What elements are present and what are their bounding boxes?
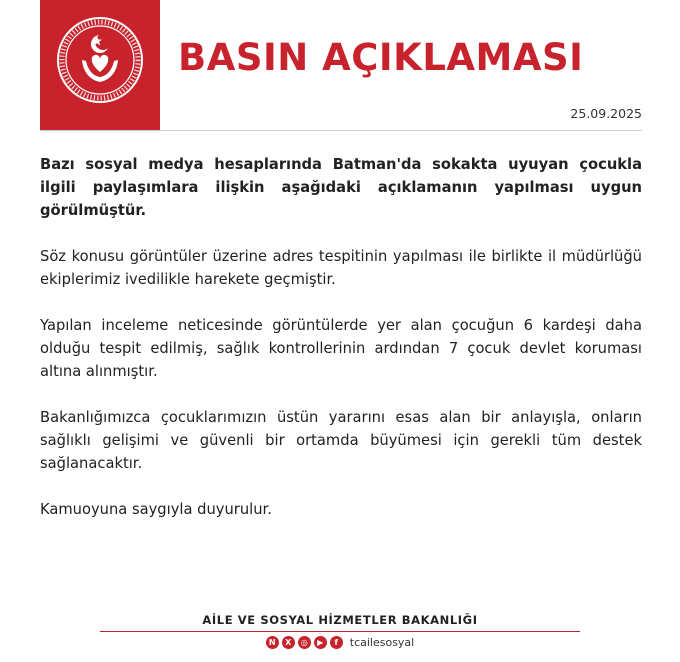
youtube-icon[interactable]: ▶ xyxy=(314,636,327,649)
paragraph: Yapılan inceleme neticesinde görüntülerde yer alan çocuğun 6 kardeşi daha olduğu tespit edilmiş, sağlık kontrollerinin ardından 7 çocuk devlet koruması altına alınmıştır. xyxy=(40,317,642,380)
social-links xyxy=(0,636,680,649)
header-divider xyxy=(40,130,642,131)
footer-divider xyxy=(100,631,580,632)
facebook-icon[interactable]: f xyxy=(330,636,343,649)
social-handle[interactable]: tcailesosyal xyxy=(349,636,415,649)
paragraph: Söz konusu görüntüler üzerine adres tespitinin yapılması ile birlikte il müdürlüğü ekiplerimiz ivedilikle harekete geçmiştir. xyxy=(40,248,642,288)
closing-paragraph: Kamuoyuna saygıyla duyurulur. xyxy=(40,501,272,518)
release-date: 25.09.2025 xyxy=(570,106,642,121)
lead-paragraph: Bazı sosyal medya hesaplarında Batman'da sokakta uyuyan çocukla ilgili paylaşımlara ilişkin aşağıdaki açıklamanın yapılması uygun görülmüştür. xyxy=(40,156,642,219)
press-release-body xyxy=(40,153,642,544)
ministry-seal-icon xyxy=(40,0,160,130)
x-icon[interactable]: X xyxy=(282,636,295,649)
instagram-icon[interactable]: ◎ xyxy=(298,636,311,649)
page-title: BASIN AÇIKLAMASI xyxy=(178,36,584,79)
nsosyal-icon[interactable]: N xyxy=(266,636,279,649)
ministry-name: AİLE VE SOSYAL HİZMETLER BAKANLIĞI xyxy=(202,613,478,627)
paragraph: Bakanlığımızca çocuklarımızın üstün yararını esas alan bir anlayışla, onların sağlıklı gelişimi ve güvenli bir ortamda büyümesi için gerekli tüm destek sağlanacaktır. xyxy=(40,409,642,472)
ministry-logo xyxy=(40,0,160,130)
